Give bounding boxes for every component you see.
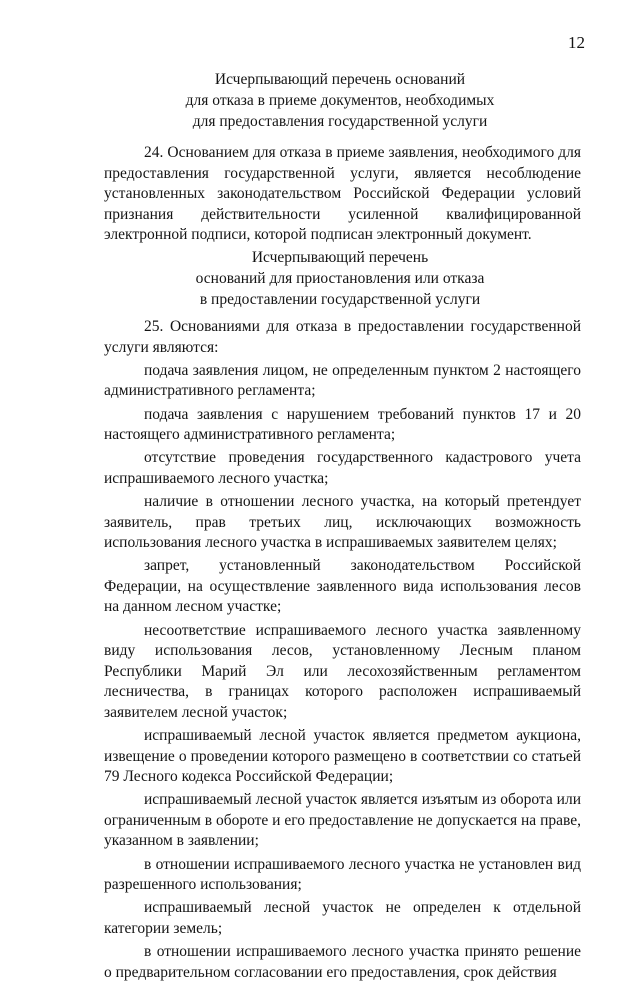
list-item: подача заявления с нарушением требований пунктов 17 и 20 настоящего административного регламента; <box>104 405 581 444</box>
list-item: испрашиваемый лесной участок является изъятым из оборота или ограниченным в обороте и его предоставление не допускается на праве, указанном в заявлении; <box>104 791 581 850</box>
list-item: в отношении испрашиваемого лесного участка принято решение о предварительном согласовании его предоставления, срок действия <box>104 943 581 981</box>
list-item: наличие в отношении лесного участка, на который претендует заявитель, прав третьих лиц, исключающих возможность использования лесного участка в испрашиваемых заявителем целях; <box>104 493 581 552</box>
paragraph-25-intro: 25. Основаниями для отказа в предоставлении государственной услуги являются: <box>104 318 581 356</box>
paragraph-24-block <box>104 143 581 246</box>
section-heading-refusal-to-provide: Исчерпывающий перечень оснований для приостановления или отказа в предоставлении государственной услуги <box>195 249 485 308</box>
list-item: подача заявления лицом, не определенным пунктом 2 настоящего административного регламента; <box>104 361 581 400</box>
paragraph-24: 24. Основанием для отказа в приеме заявления, необходимого для предоставления государственной услуги, является несоблюдение установленных законодательством Российской Федерации условий признания действительности усиленной квалифицированной электронной подписи, которой подписан электронный документ. <box>104 144 581 243</box>
paragraph-25-block <box>104 317 581 986</box>
list-item: несоответствие испрашиваемого лесного участка заявленному виду использования лесов, установленному Лесным планом Республики Марий Эл или лесохозяйственным регламентом лесничества, в границах которого расположен испрашиваемый заявителем лесной участок; <box>104 621 581 721</box>
list-item: отсутствие проведения государственного кадастрового учета испрашиваемого лесного участка; <box>104 449 581 487</box>
list-item: запрет, установленный законодательством Российской Федерации, на осуществление заявленного вида использования лесов на данном лесном участке; <box>104 557 581 616</box>
list-item: в отношении испрашиваемого лесного участка не установлен вид разрешенного использования; <box>104 855 581 894</box>
section-heading-refusal-to-accept: Исчерпывающий перечень оснований для отказа в приеме документов, необходимых для предоставления государственной услуги <box>185 71 495 130</box>
page-number: 12 <box>568 33 585 52</box>
list-item: испрашиваемый лесной участок не определен к отдельной категории земель; <box>104 899 581 937</box>
list-item: испрашиваемый лесной участок является предметом аукциона, извещение о проведении которого размещено в соответствии со статьей 79 Лесного кодекса Российской Федерации; <box>104 727 581 786</box>
